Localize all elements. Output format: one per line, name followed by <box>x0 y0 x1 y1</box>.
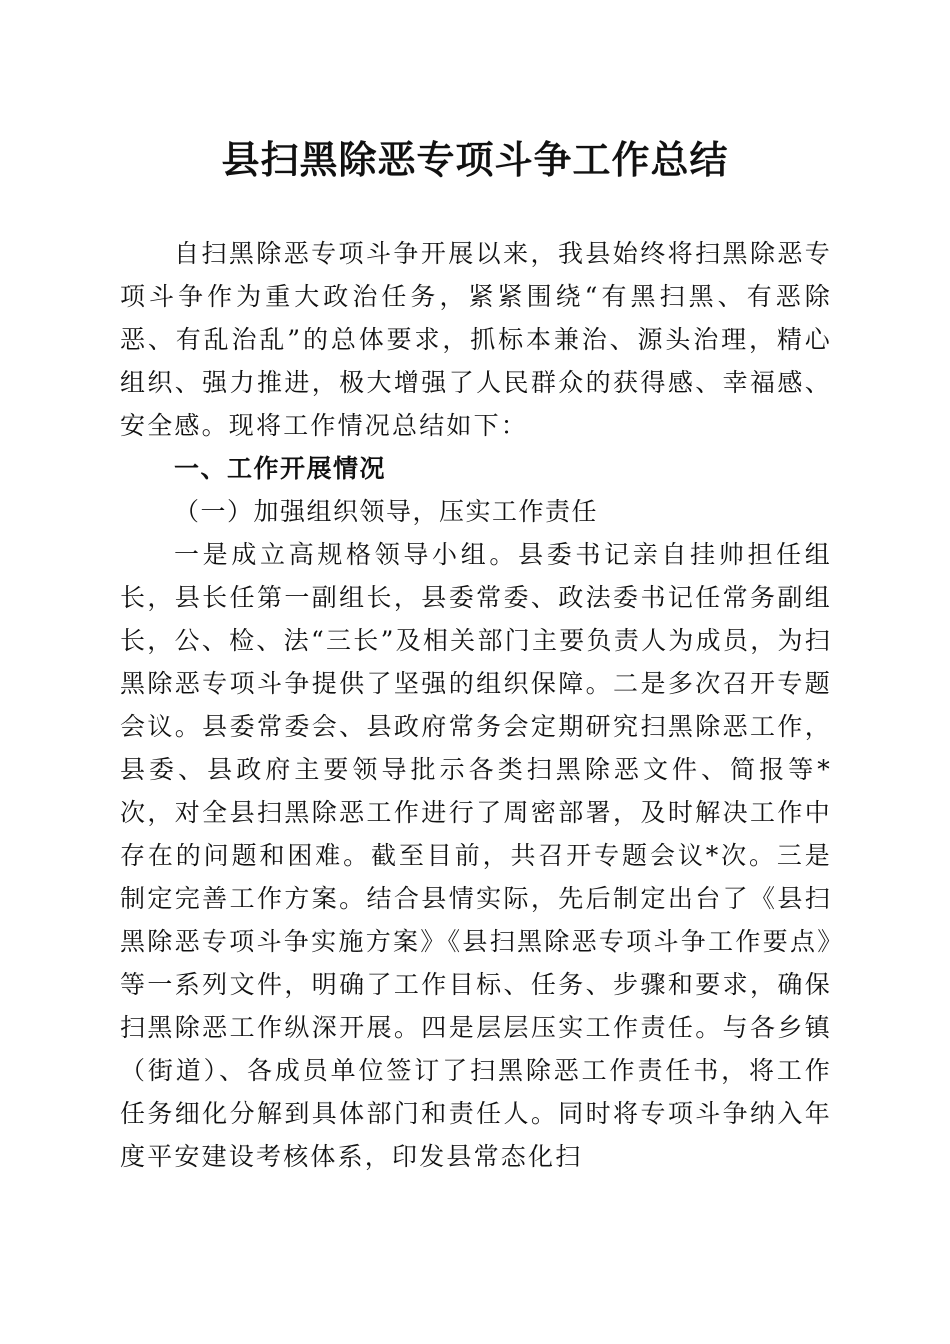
intro-paragraph: 自扫黑除恶专项斗争开展以来，我县始终将扫黑除恶专项斗争作为重大政治任务，紧紧围绕“有黑扫黑、有恶除恶、有乱治乱”的总体要求，抓标本兼治、源头治理，精心组织、强力推进，极大增强了人民群众的获得感、幸福感、安全感。现将工作情况总结如下： <box>120 239 832 440</box>
document-title: 县扫黑除恶专项斗争工作总结 <box>221 137 729 182</box>
document-body <box>120 232 832 1178</box>
subsection-heading-organization: （一）加强组织领导，压实工作责任 <box>174 497 599 526</box>
section-heading-work-progress: 一、工作开展情况 <box>174 454 387 483</box>
subsection-body-paragraph: 一是成立高规格领导小组。县委书记亲自挂帅担任组长，县长任第一副组长，县委常委、政法委书记任常务副组长，公、检、法“三长”及相关部门主要负责人为成员，为扫黑除恶专项斗争提供了坚强的组织保障。二是多次召开专题会议。县委常委会、县政府常务会定期研究扫黑除恶工作，县委、县政府主要领导批示各类扫黑除恶文件、简报等*次，对全县扫黑除恶工作进行了周密部署，及时解决工作中存在的问题和困难。截至目前，共召开专题会议*次。三是制定完善工作方案。结合县情实际，先后制定出台了《县扫黑除恶专项斗争实施方案》《县扫黑除恶专项斗争工作要点》等一系列文件，明确了工作目标、任务、步骤和要求，确保扫黑除恶工作纵深开展。四是层层压实工作责任。与各乡镇（街道）、各成员单位签订了扫黑除恶工作责任书，将工作任务细化分解到具体部门和责任人。同时将专项斗争纳入年度平安建设考核体系，印发县常态化扫 <box>120 540 832 1171</box>
